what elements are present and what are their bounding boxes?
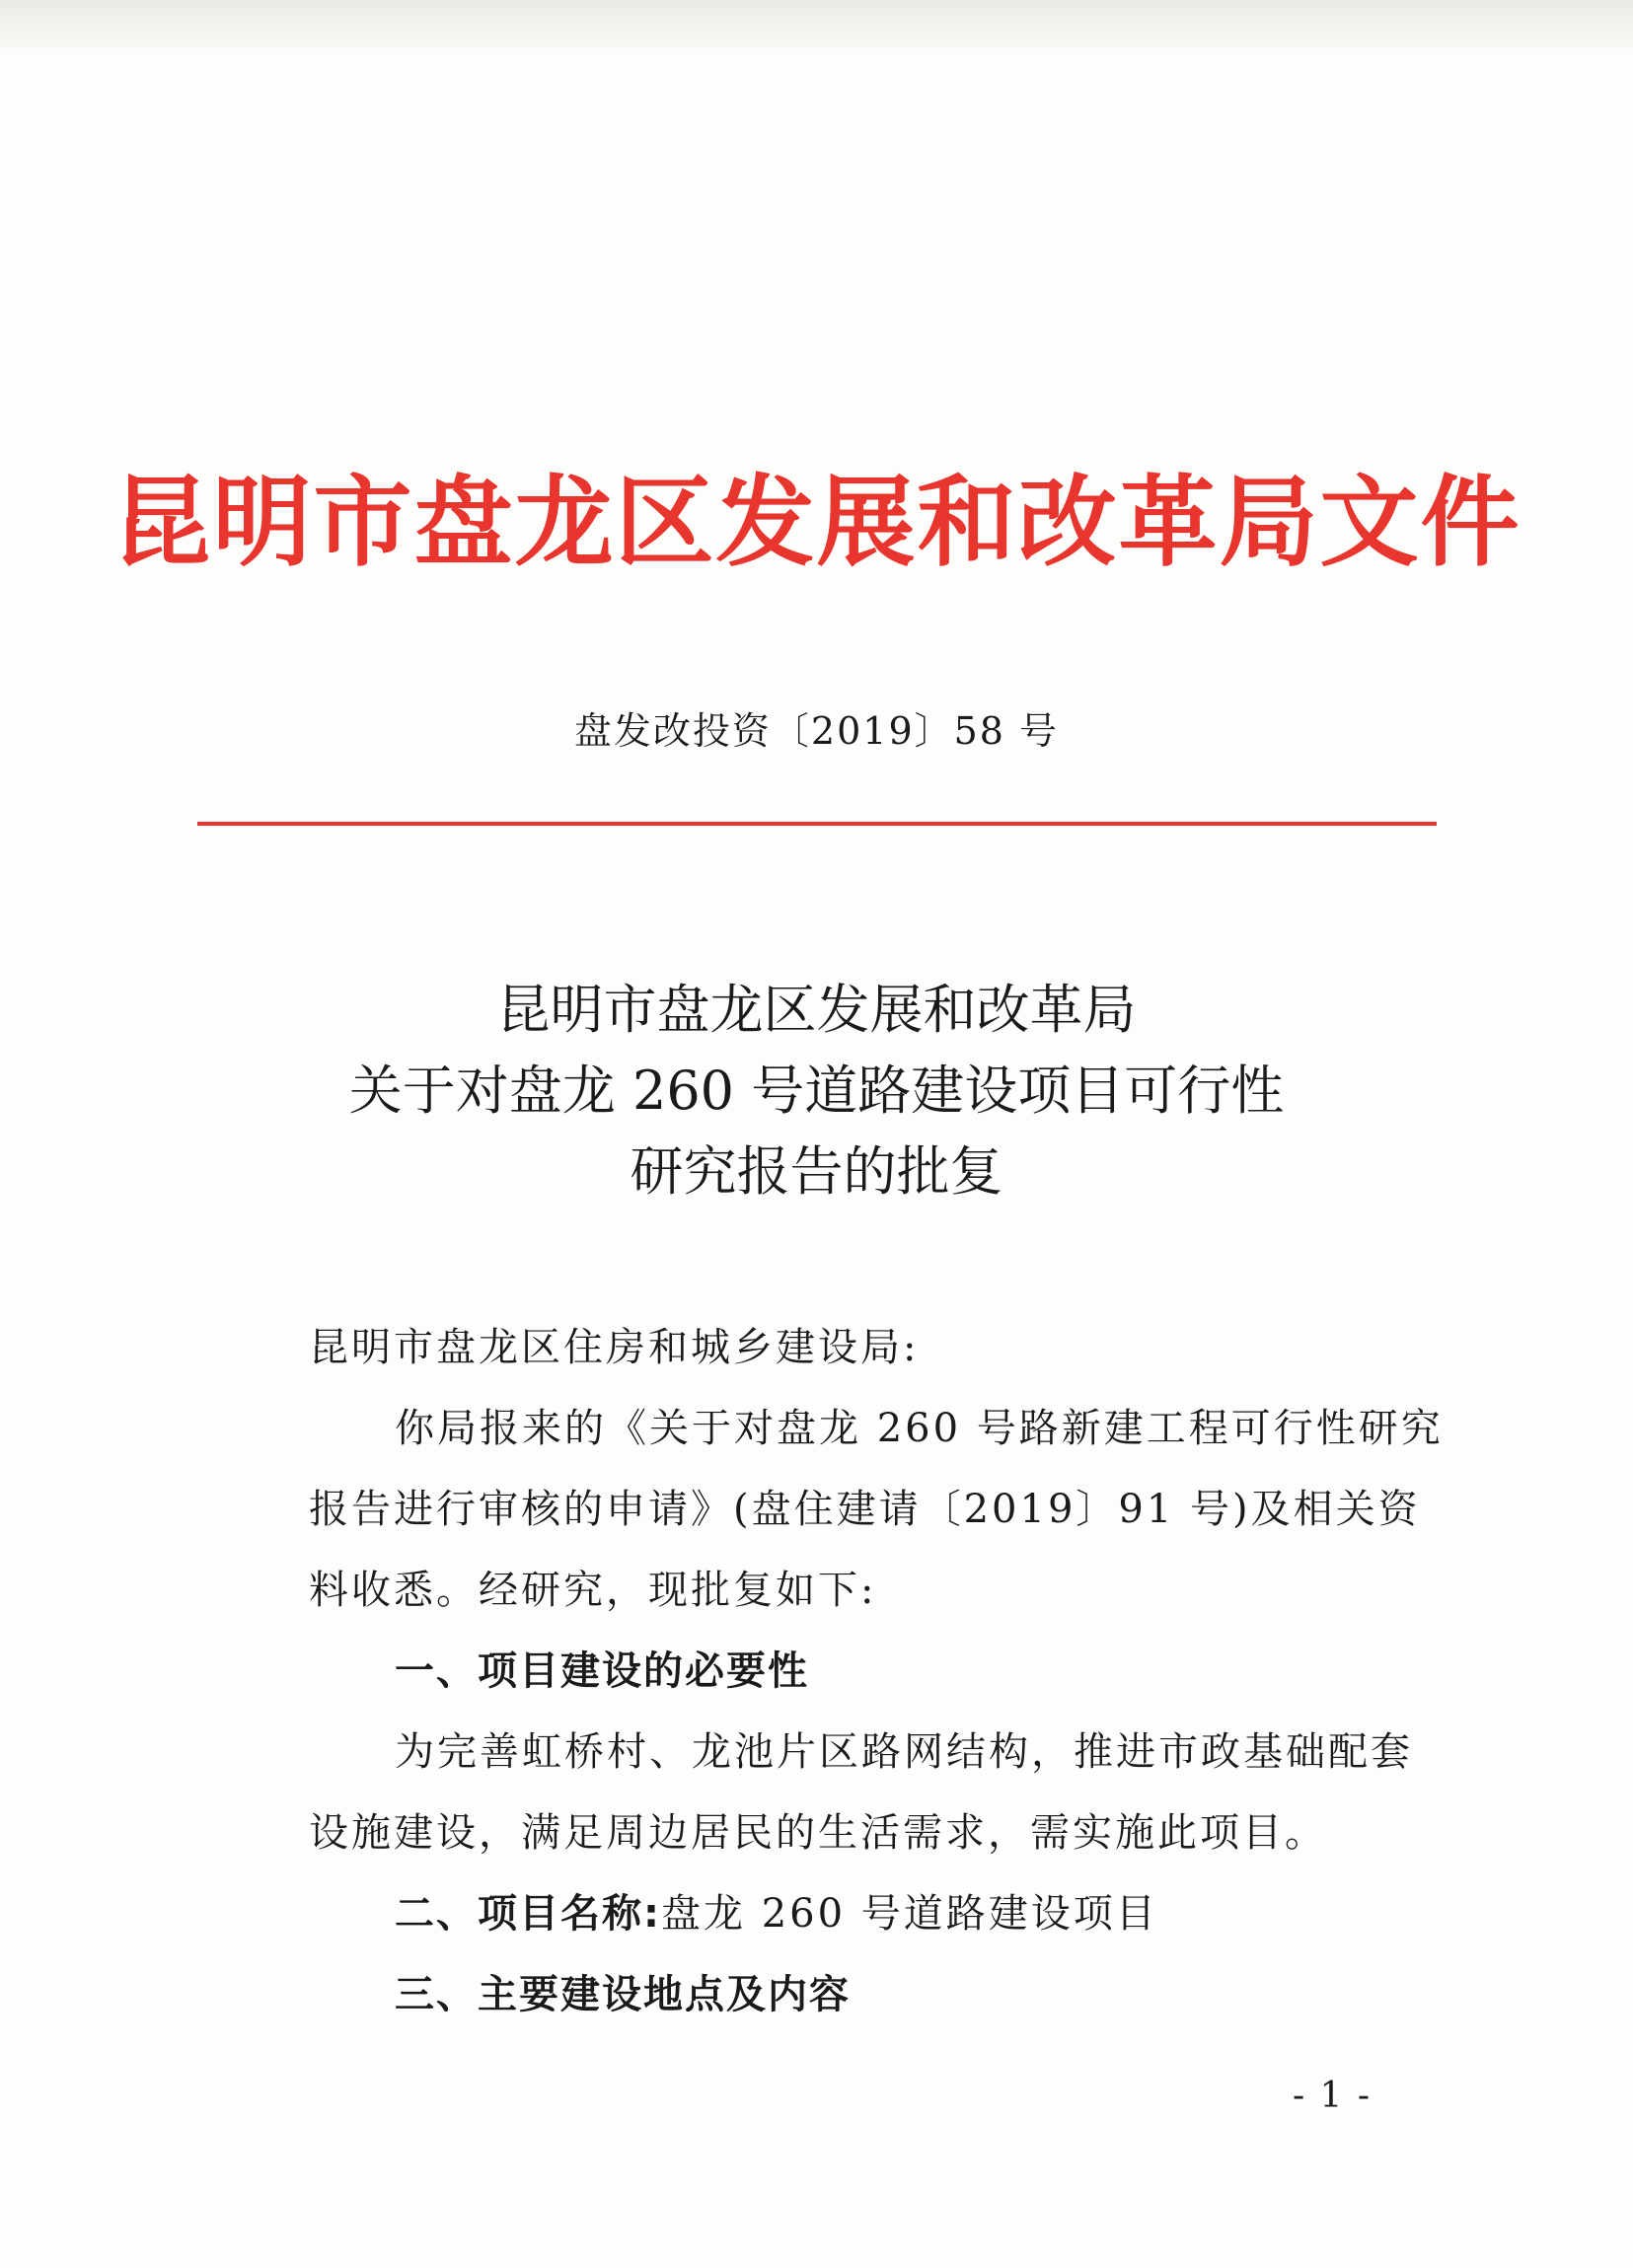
document-header-title: 昆明市盘龙区发展和改革局文件 bbox=[111, 465, 1522, 580]
section-2-label: 二、项目名称: bbox=[395, 1891, 661, 1937]
subject-line-2: 关于对盘龙 260 号道路建设项目可行性 bbox=[348, 1060, 1285, 1122]
subject-line-3: 研究报告的批复 bbox=[630, 1140, 1003, 1203]
section-2-value: 盘龙 260 号道路建设项目 bbox=[661, 1891, 1158, 1937]
section-1-line-2: 设施建设，满足周边居民的生活需求，需实施此项目。 bbox=[309, 1810, 1327, 1856]
document-body bbox=[309, 1307, 1444, 2035]
subject-line-1: 昆明市盘龙区发展和改革局 bbox=[496, 979, 1137, 1041]
document-number: 盘发改投资〔2019〕58 号 bbox=[573, 709, 1060, 753]
scan-shadow bbox=[0, 0, 1633, 59]
addressee: 昆明市盘龙区住房和城乡建设局: bbox=[309, 1325, 920, 1370]
paragraph-1-line-2: 报告进行审核的申请》(盘住建请〔2019〕91 号)及相关资 bbox=[309, 1487, 1421, 1532]
section-1-heading: 一、项目建设的必要性 bbox=[395, 1648, 809, 1694]
red-divider-line bbox=[197, 822, 1437, 826]
section-1-line-1: 为完善虹桥村、龙池片区路网结构，推进市政基础配套 bbox=[395, 1729, 1413, 1775]
paragraph-1-line-1: 你局报来的《关于对盘龙 260 号路新建工程可行性研究 bbox=[395, 1406, 1444, 1451]
paragraph-1-line-3: 料收悉。经研究，现批复如下: bbox=[309, 1568, 877, 1613]
section-3-heading: 三、主要建设地点及内容 bbox=[395, 1972, 851, 2017]
section-2 bbox=[309, 1873, 1434, 1954]
page-number: - 1 - bbox=[1292, 2076, 1373, 2116]
document-subject bbox=[0, 970, 1633, 1212]
